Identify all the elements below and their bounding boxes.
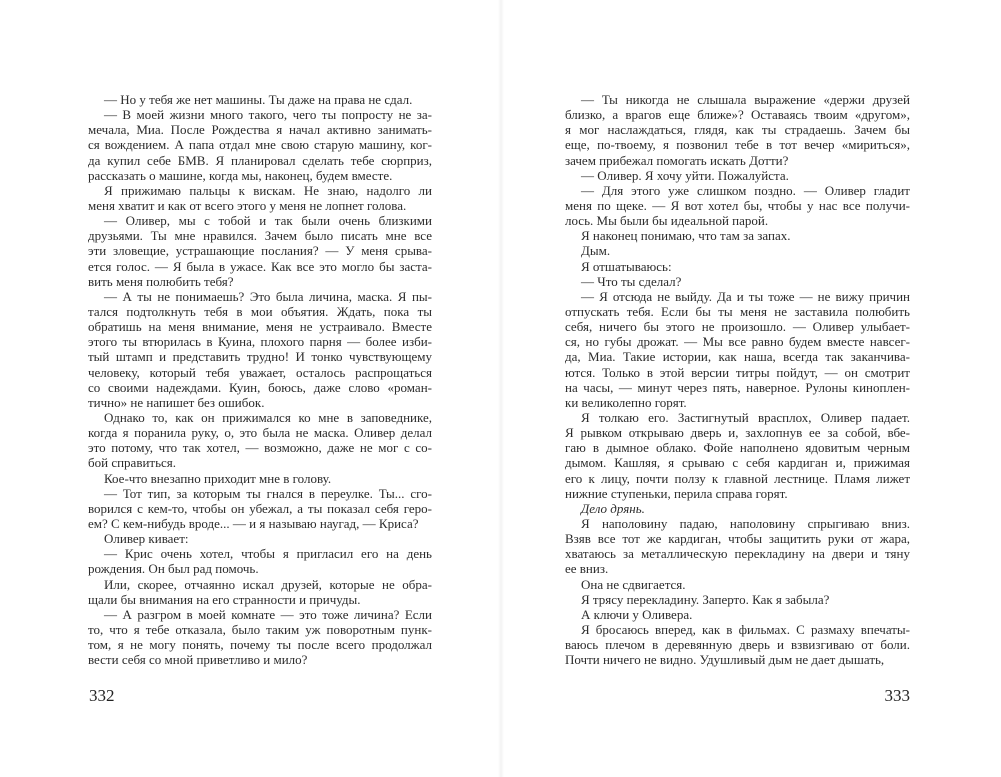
text-line: Дым. bbox=[581, 243, 611, 259]
paragraph bbox=[88, 410, 432, 471]
text-line: да купил себе БМВ. Я планировал сделать тебе сюрприз, bbox=[88, 152, 432, 168]
text-line: ся вождением. А папа отдал мне свою старую машину, ког- bbox=[88, 137, 432, 153]
paragraph bbox=[565, 274, 910, 289]
text-line: нижние ступеньки, перила справа горят. bbox=[565, 485, 788, 501]
paragraph bbox=[88, 471, 432, 486]
paragraph bbox=[565, 92, 910, 168]
text-line: близко, а врагов еще ближе»? Оставаясь твоим «другом», bbox=[565, 107, 910, 123]
text-line: — Ты никогда не слышала выражение «держи друзей bbox=[581, 92, 910, 107]
paragraph bbox=[565, 607, 910, 622]
text-line: вести себя со мной приветливо и мило? bbox=[88, 652, 308, 668]
text-line: ем? С кем-нибудь вроде... — и я называю наугад, — Криса? bbox=[88, 515, 419, 531]
text-line: — Но у тебя же нет машины. Ты даже на права не сдал. bbox=[104, 92, 413, 107]
text-line: хватаюсь за металлическую перекладину на двери и тяну bbox=[565, 546, 910, 562]
text-line: — А разгром в моей комнате — это тоже личина? Если bbox=[104, 606, 432, 622]
paragraph bbox=[88, 486, 432, 531]
paragraph bbox=[565, 410, 910, 501]
text-line: этого ты втюрилась в Куина, плохого парня — более изби- bbox=[88, 334, 432, 350]
text-line: Оливер кивает: bbox=[104, 531, 189, 547]
text-line: меня хватит и как от всего этого у меня не лопнет голова. bbox=[88, 197, 407, 213]
text-line: Или, скорее, отчаянно искал друзей, которые не обра- bbox=[104, 576, 432, 592]
text-line: Я толкаю его. Застигнутый врасплох, Оливер падает. bbox=[581, 409, 910, 425]
paragraph bbox=[88, 289, 432, 410]
text-line: на часы, — минут через пять, наверное. Рулоны киноплен- bbox=[565, 379, 910, 395]
text-line: ся, но губы дрожат. — Мы все равно будем вместе навсег- bbox=[565, 334, 910, 350]
paragraph bbox=[565, 501, 910, 516]
text-line: — Оливер. Я хочу уйти. Пожалуйста. bbox=[581, 167, 789, 183]
text-line: — Тот тип, за которым ты гнался в переулке. Ты... сго- bbox=[104, 485, 432, 501]
paragraph bbox=[88, 531, 432, 546]
right-page-number: 333 bbox=[884, 686, 910, 705]
text-line: отпускать тебя. Если бы ты меня не заставила полюбить bbox=[565, 303, 910, 319]
text-line: вить меня полюбить тебя? bbox=[88, 273, 234, 289]
text-line: ее вниз. bbox=[565, 561, 609, 577]
text-line: человеку, который тебя уважает, осталось распрощаться bbox=[88, 364, 432, 380]
text-line: Почти ничего не видно. Удушливый дым не дает дышать, bbox=[565, 652, 885, 668]
text-line: меня по щеке. — Я вот хотел бы, чтобы у нас все получи- bbox=[565, 197, 910, 213]
book-gutter bbox=[498, 0, 504, 777]
text-line: Я трясу перекладину. Заперто. Как я забыла? bbox=[581, 591, 830, 607]
text-line: зачем прибежал помогать искать Дотти? bbox=[565, 152, 789, 168]
paragraph bbox=[565, 622, 910, 667]
text-line: обратишь на меня внимание, меня не устраивало. Вместе bbox=[88, 319, 432, 335]
text-line: Однако то, как он прижимался ко мне в заповеднике, bbox=[104, 409, 432, 425]
text-line: рассказать о машине, когда мы, наконец, будем вместе. bbox=[88, 167, 393, 183]
text-line: ворился с кем-то, чтобы он убежал, а ты показал себя геро- bbox=[88, 500, 432, 516]
text-line: лось. Мы были бы идеальной парой. bbox=[565, 213, 769, 229]
paragraph bbox=[88, 213, 432, 289]
text-line: А ключи у Оливера. bbox=[581, 606, 693, 622]
text-line: ваюсь плечом в деревянную дверь и взвизгиваю от боли. bbox=[565, 637, 910, 653]
text-line: я мог наслаждаться, глядя, как ты страдаешь. Зачем бы bbox=[565, 122, 910, 138]
text-line: тично» не напишет без ошибок. bbox=[88, 394, 265, 410]
paragraph bbox=[88, 607, 432, 668]
paragraph bbox=[88, 183, 432, 213]
text-line: — Для этого уже слишком поздно. — Оливер гладит bbox=[581, 182, 910, 198]
text-line: себя, ничего бы этого не произошло. — Оливер улыбает- bbox=[565, 319, 910, 335]
text-line: друзьями. Ты мне нравился. Зачем было писать мне все bbox=[88, 228, 432, 244]
text-line: — Что ты сделал? bbox=[581, 273, 682, 289]
text-line: бой справиться. bbox=[88, 455, 177, 471]
text-line: Я наконец понимаю, что там за запах. bbox=[581, 228, 791, 244]
paragraph bbox=[88, 546, 432, 576]
text-line: Я прижимаю пальцы к вискам. Не знаю, надолго ли bbox=[104, 182, 432, 198]
text-line: — А ты не понимаешь? Это была личина, маска. Я пы- bbox=[104, 288, 432, 304]
paragraph bbox=[565, 516, 910, 577]
text-line: ется голос. — Я была в ужасе. Как все это могло бы заста- bbox=[88, 258, 432, 274]
text-line: его к лицу, почти ползу к главной лестнице. Пламя лижет bbox=[565, 470, 910, 486]
right-page-text bbox=[565, 92, 910, 667]
paragraph bbox=[88, 92, 432, 107]
text-line: когда я поранила руку, о, это была не маска. Оливер делал bbox=[88, 425, 432, 441]
text-line: Взяв все тот же кардиган, чтобы защитить руки от жара, bbox=[565, 531, 910, 547]
text-line: Я бросаюсь вперед, как в фильмах. С размаху впечаты- bbox=[581, 621, 910, 637]
text-line: да, Миа. Такие истории, как наша, всегда так заканчива- bbox=[565, 349, 910, 365]
text-line: — В моей жизни много такого, чего ты попросту не за- bbox=[104, 107, 432, 123]
text-line: тался подтолкнуть тебя в мои объятия. Ждать, пока ты bbox=[88, 303, 432, 319]
text-line: эти зловещие, устрашающие послания? — У меня срыва- bbox=[88, 243, 432, 259]
paragraph bbox=[565, 228, 910, 243]
paragraph bbox=[565, 289, 910, 410]
text-line: том, я не могу понять, почему ты после всего продолжал bbox=[88, 637, 432, 653]
text-line: щали бы внимания на его странности и причуды. bbox=[88, 591, 361, 607]
text-line: Я отшатываюсь: bbox=[581, 258, 672, 274]
paragraph bbox=[565, 183, 910, 228]
paragraph bbox=[565, 577, 910, 592]
text-line: гаю в дымное облако. Фойе наполнено ядовитым черным bbox=[565, 440, 910, 456]
text-line: Дело дрянь. bbox=[581, 500, 645, 516]
text-line: — Я отсюда не выйду. Да и ты тоже — не вижу причин bbox=[581, 288, 910, 304]
text-line: это потому, что так хотел, — возможно, даже не мог с со- bbox=[88, 440, 432, 456]
paragraph bbox=[565, 243, 910, 258]
paragraph bbox=[565, 592, 910, 607]
text-line: ки великолепно горят. bbox=[565, 394, 687, 410]
paragraph bbox=[565, 259, 910, 274]
text-line: рождения. Он был рад помочь. bbox=[88, 561, 259, 577]
text-line: Я рывком открываю дверь и, захлопнув ее за собой, вбе- bbox=[565, 425, 910, 441]
text-line: ются. Только в этой версии титры пойдут, — он смотрит bbox=[565, 364, 910, 380]
text-line: — Оливер, мы с тобой и так были очень близкими bbox=[104, 213, 432, 229]
paragraph bbox=[88, 577, 432, 607]
text-line: Кое-что внезапно приходит мне в голову. bbox=[104, 470, 332, 486]
text-line: то, что я тебе отказала, было таким уж поворотным пунк- bbox=[88, 621, 432, 637]
paragraph bbox=[565, 168, 910, 183]
left-page-number: 332 bbox=[89, 686, 115, 705]
text-line: Я наполовину падаю, наполовину спрыгиваю вниз. bbox=[581, 515, 910, 531]
text-line: со своими надеждами. Куин, боюсь, даже слово «роман- bbox=[88, 379, 432, 395]
text-line: тый штамп и представить трудно! И тонко чувствующему bbox=[88, 349, 432, 365]
text-line: еще, по-твоему, я позвонил тебе в тот вечер «мириться», bbox=[565, 137, 910, 153]
text-line: — Крис очень хотел, чтобы я пригласил его на день bbox=[104, 546, 432, 562]
text-line: мечала, Миа. После Рождества я начал активно занимать- bbox=[88, 122, 432, 138]
left-page-text bbox=[88, 92, 432, 667]
paragraph bbox=[88, 107, 432, 183]
text-line: дымом. Кашляя, я срываю с себя кардиган и, прижимая bbox=[565, 455, 910, 471]
text-line: Она не сдвигается. bbox=[581, 576, 686, 592]
